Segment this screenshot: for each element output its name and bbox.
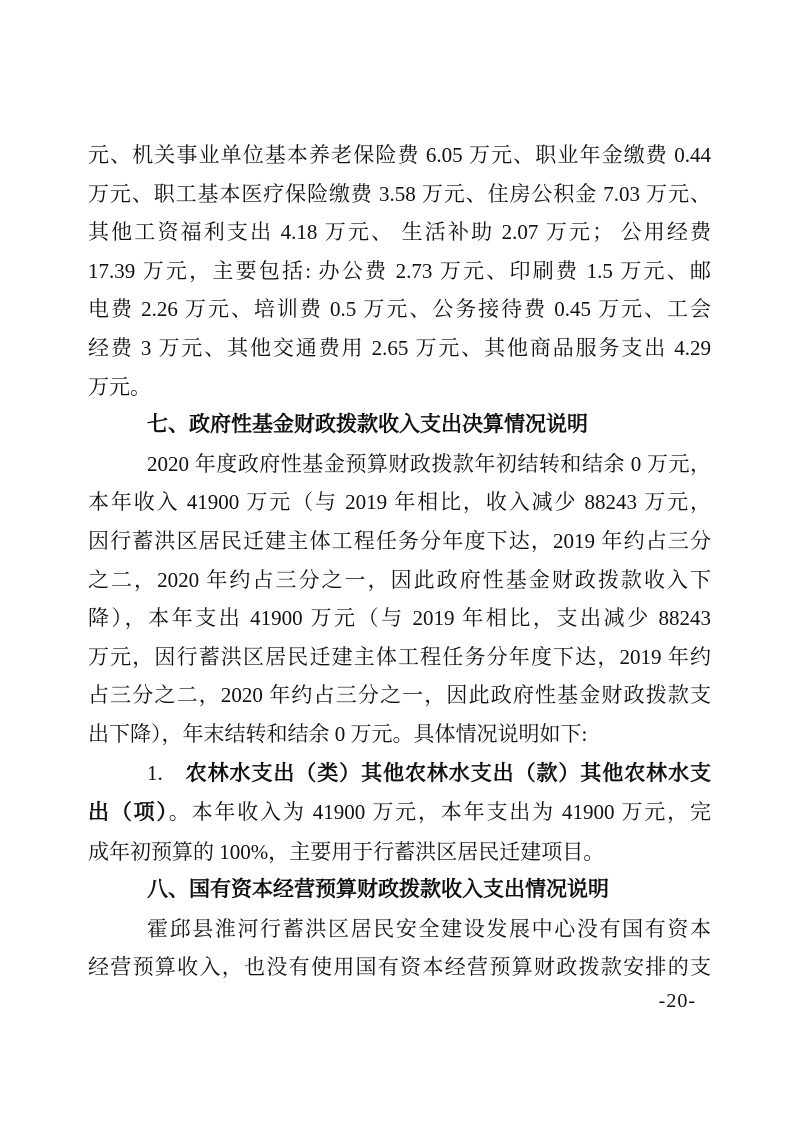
text-segment: 其他工资福利支出 4.18 万元、 生活补助 2.07 万元； 公用经费 — [88, 220, 711, 245]
text-segment: 出下降），年末结转和结余 0 万元。具体情况说明如下: — [88, 721, 588, 746]
text-segment: 八、国有资本经营预算财政拨款收入支出情况说明 — [147, 878, 609, 902]
text-line — [88, 754, 711, 794]
section-8-heading-line — [88, 871, 711, 910]
text-segment: 本年收入 41900 万元（与 2019 年相比，收入减少 88243 万元， — [88, 490, 711, 515]
text-segment: 之二，2020 年约占三分之一，因此政府性基金财政拨款收入下 — [88, 567, 711, 592]
text-line — [88, 676, 711, 715]
text-segment: 霍邱县淮河行蓄洪区居民安全建设发展中心没有国有资本 — [147, 916, 711, 941]
item-1-agriculture-water-expenditure — [88, 754, 711, 872]
page-number: -20- — [658, 990, 696, 1012]
text-segment: 因行蓄洪区居民迁建主体工程任务分年度下达，2019 年约占三分 — [88, 528, 711, 553]
text-line — [88, 948, 711, 987]
item-number: 1. — [147, 760, 163, 785]
text-line — [88, 329, 711, 368]
para-govt-fund-summary — [88, 445, 711, 754]
text-line — [88, 715, 711, 754]
text-segment: 经营预算收入，也没有使用国有资本经营预算财政拨款安排的支 — [88, 955, 711, 980]
document-body — [88, 136, 711, 987]
text-line — [88, 599, 711, 638]
text-segment: 。本年收入为 41900 万元，本年支出为 41900 万元，完 — [168, 800, 711, 825]
text-segment: 17.39 万元，主要包括: 办公费 2.73 万元、印刷费 1.5 万元、邮 — [88, 258, 711, 283]
text-line — [88, 522, 711, 561]
text-line — [88, 483, 711, 522]
text-segment: 七、政府性基金财政拨款收入支出决算情况说明 — [147, 413, 588, 437]
section-8-heading — [88, 871, 711, 910]
text-line — [88, 638, 711, 677]
section-7-heading — [88, 406, 711, 445]
text-segment: 占三分之二，2020 年约占三分之一，因此政府性基金财政拨款支 — [88, 683, 711, 708]
text-line — [88, 252, 711, 291]
text-line — [88, 290, 711, 329]
text-line — [88, 213, 711, 252]
text-segment: 万元、职工基本医疗保险缴费 3.58 万元、住房公积金 7.03 万元、 — [88, 181, 711, 206]
text-line — [88, 561, 711, 600]
text-line — [88, 793, 711, 833]
text-line — [88, 136, 711, 175]
text-line — [88, 175, 711, 214]
text-segment: 2020 年度政府性基金预算财政拨款年初结转和结余 0 万元， — [147, 451, 711, 476]
bold-text-segment: 农林水支出（类）其他农林水支出（款）其他农林水支 — [184, 761, 711, 785]
text-line — [88, 833, 711, 872]
text-line — [88, 445, 711, 484]
text-line — [88, 910, 711, 949]
text-segment: 万元，因行蓄洪区居民迁建主体工程任务分年度下达，2019 年约 — [88, 644, 711, 669]
text-segment: 万元。 — [88, 374, 151, 399]
text-segment: 元、机关事业单位基本养老保险费 6.05 万元、职业年金缴费 0.44 — [88, 143, 711, 167]
text-segment: 成年初预算的 100%，主要用于行蓄洪区居民迁建项目。 — [88, 839, 605, 864]
text-segment: 电费 2.26 万元、培训费 0.5 万元、公务接待费 0.45 万元、工会 — [88, 297, 711, 322]
bold-text-segment: 出（项） — [88, 801, 169, 825]
section-7-heading-line — [88, 406, 711, 445]
para-wages-and-public-expense — [88, 136, 711, 406]
text-line — [88, 368, 711, 407]
text-segment: 经费 3 万元、其他交通费用 2.65 万元、其他商品服务支出 4.29 — [88, 335, 711, 360]
text-segment: 降），本年支出 41900 万元（与 2019 年相比，支出减少 88243 — [88, 606, 711, 631]
para-state-capital-budget — [88, 910, 711, 987]
